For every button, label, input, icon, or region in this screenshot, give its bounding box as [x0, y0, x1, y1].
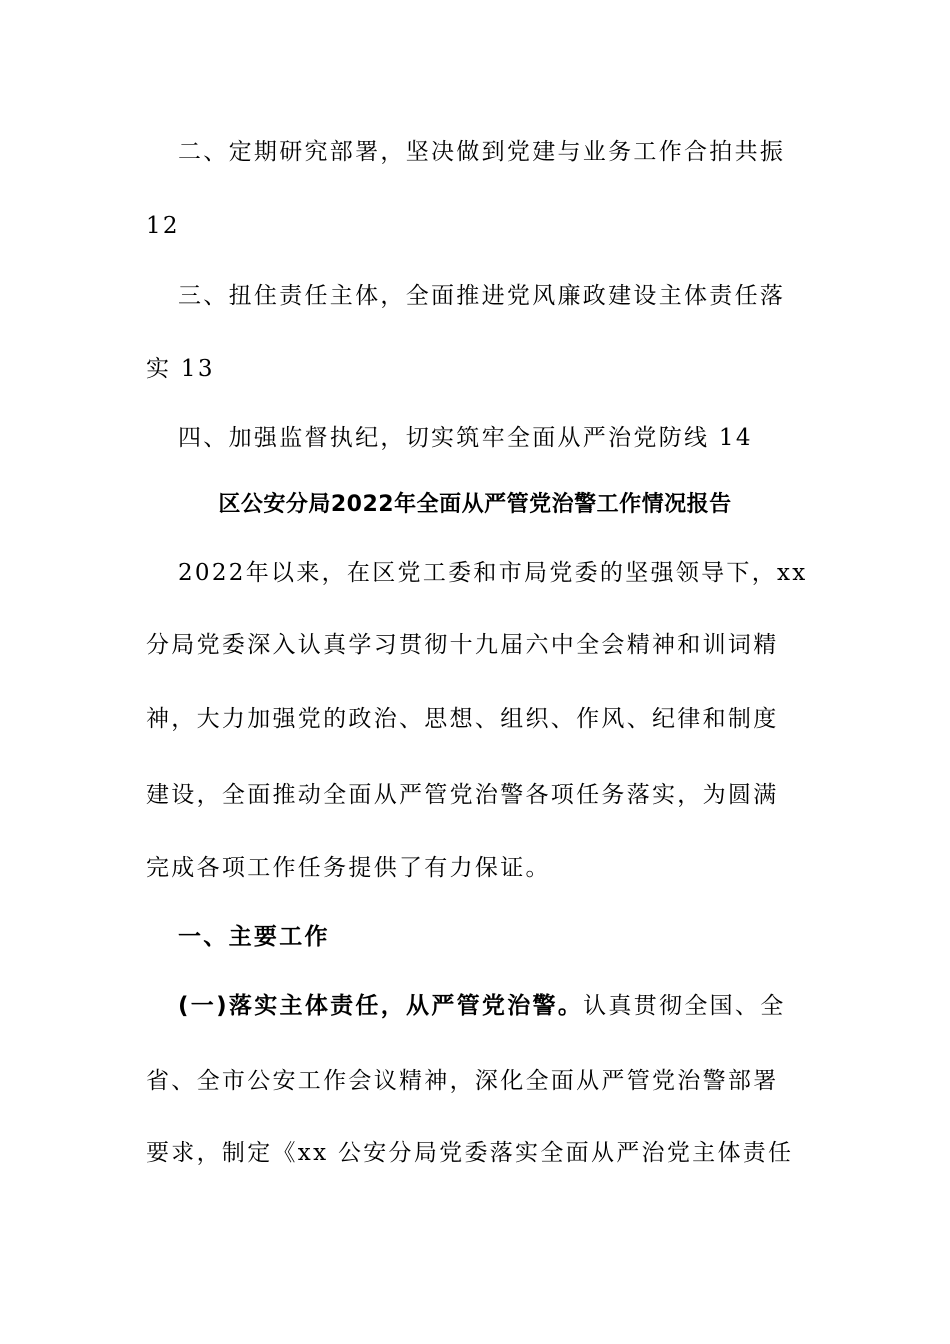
subsection-1-text: 认真贯彻全国、全 [583, 993, 786, 1019]
toc-item-4: 四、加强监督执纪，切实筑牢全面从严治党防线 14 [178, 425, 753, 451]
subsection-1-line-2: 省、全市公安工作会议精神，深化全面从严管党治警部署 [146, 1068, 779, 1094]
report-title: 区公安分局2022年全面从严管党治警工作情况报告 [218, 492, 732, 517]
intro-line-3: 神，大力加强党的政治、思想、组织、作风、纪律和制度 [146, 706, 779, 732]
intro-line-4: 建设，全面推动全面从严管党治警各项任务落实，为圆满 [146, 782, 779, 808]
intro-line-1: 2022年以来，在区党工委和市局党委的坚强领导下，xx [178, 560, 808, 586]
toc-item-3: 三、扭住责任主体，全面推进党风廉政建设主体责任落 [178, 283, 786, 309]
subsection-1-line-3: 要求，制定《xx 公安分局党委落实全面从严治党主体责任 [146, 1140, 794, 1166]
subsection-1-heading: (一)落实主体责任，从严管党治警。 [178, 993, 584, 1019]
toc-item-2-page: 12 [146, 213, 180, 239]
toc-item-3-page: 实 13 [146, 356, 215, 382]
intro-line-2: 分局党委深入认真学习贯彻十九届六中全会精神和训词精 [146, 632, 779, 658]
section-heading-main-work: 一、主要工作 [178, 924, 330, 950]
intro-line-5: 完成各项工作任务提供了有力保证。 [146, 855, 551, 881]
subsection-1-line-1 [178, 990, 838, 1022]
toc-item-2: 二、定期研究部署，坚决做到党建与业务工作合拍共振 [178, 139, 786, 165]
